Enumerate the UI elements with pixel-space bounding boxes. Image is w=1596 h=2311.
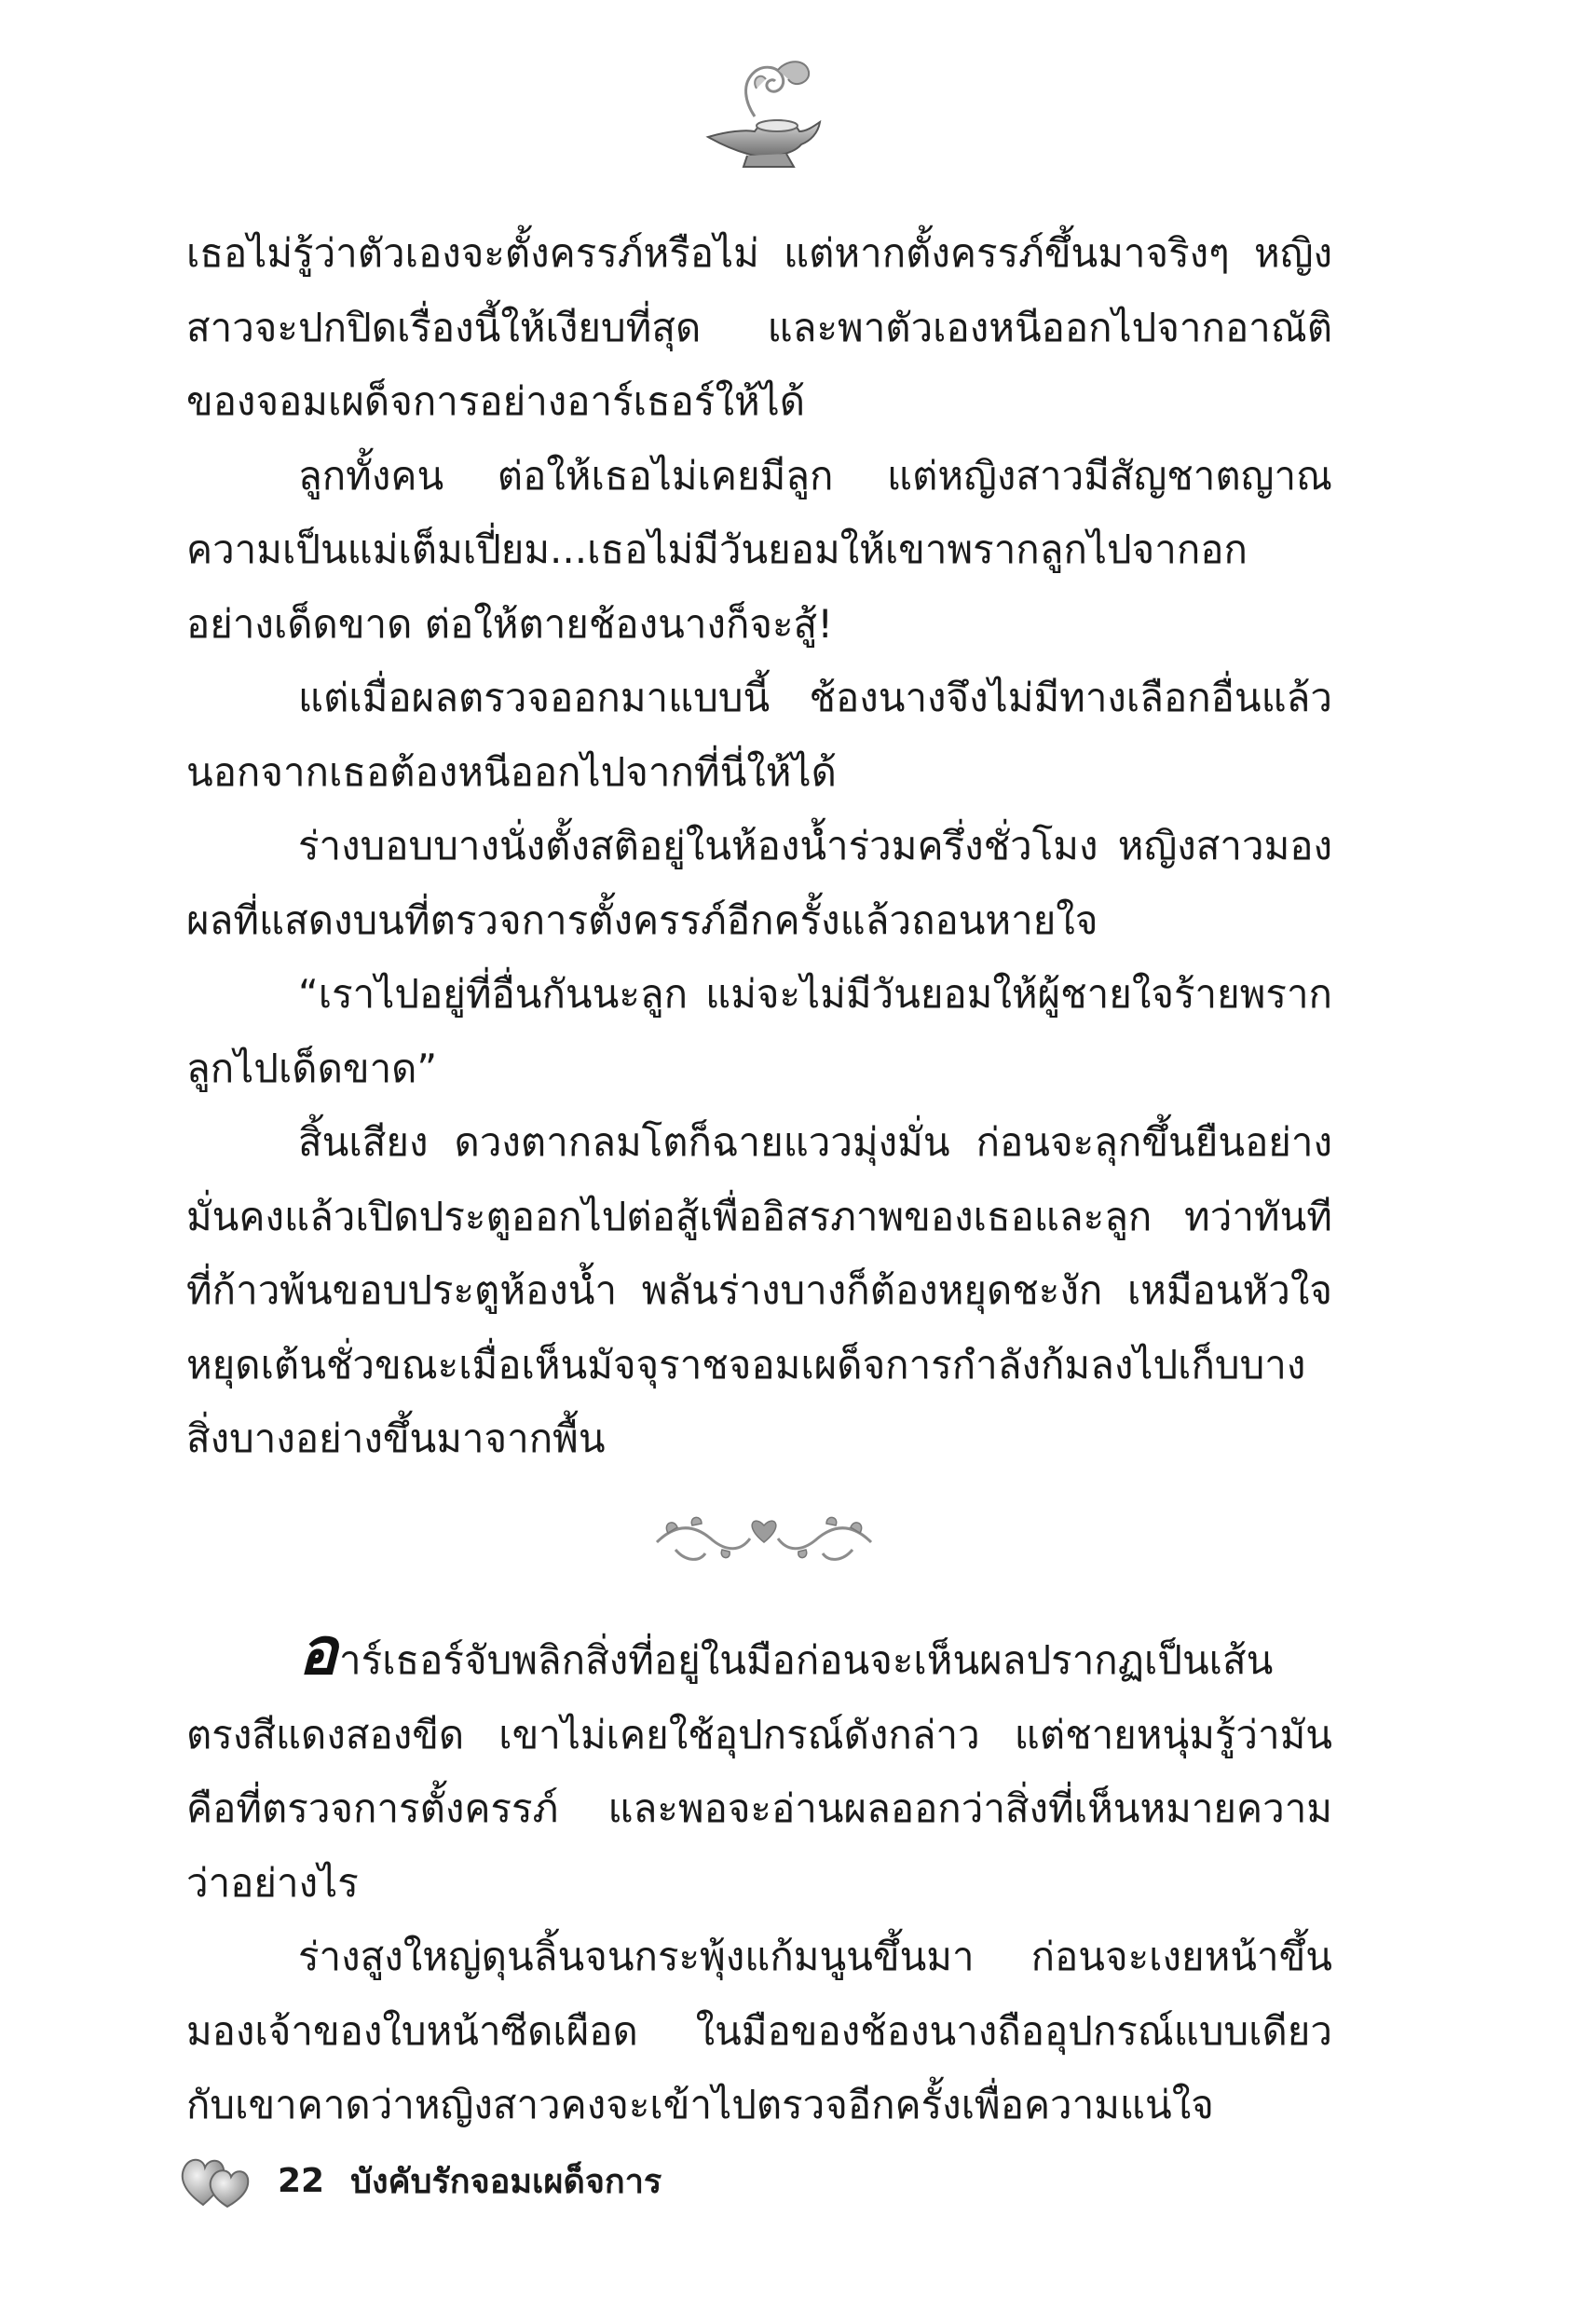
paragraph — [186, 1612, 1332, 1920]
drop-cap: อ — [298, 1612, 338, 1689]
hearts-icon — [177, 2151, 252, 2210]
book-title: บังคับรักจอมเผด็จการ — [350, 2162, 662, 2201]
paragraph: ลูกทั้งคน ต่อให้เธอไม่เคยมีลูก แต่หญิงสาวมีสัญชาตญาณความเป็นแม่เต็มเปี่ยม...เธอไม่มีวันยอมให้เขาพรากลูกไปจากอกอย่างเด็ดขาด ต่อให้ตายช้องนางก็จะสู้! — [186, 452, 1332, 647]
body-text-section-1 — [186, 216, 1332, 1476]
paragraph: เธอไม่รู้ว่าตัวเองจะตั้งครรภ์หรือไม่ แต่หากตั้งครรภ์ขึ้นมาจริงๆ หญิงสาวจะปกปิดเรื่องนี้ให้เงียบที่สุด และพาตัวเองหนีออกไปจากอาณัติของจอมเผด็จการอย่างอาร์เธอร์ให้ได้ — [186, 230, 1332, 424]
paragraph: ร่างบอบบางนั่งตั้งสติอยู่ในห้องน้ำร่วมครึ่งชั่วโมง หญิงสาวมองผลที่แสดงบนที่ตรวจการตั้งครรภ์อีกครั้งแล้วถอนหายใจ — [186, 823, 1332, 943]
floral-heart-divider-icon — [648, 1505, 880, 1570]
genie-lamp-icon — [689, 51, 829, 172]
paragraph: แต่เมื่อผลตรวจออกมาแบบนี้ ช้องนางจึงไม่มีทางเลือกอื่นแล้วนอกจากเธอต้องหนีออกไปจากที่นี่ให้ได้ — [186, 675, 1332, 795]
paragraph: “เราไปอยู่ที่อื่นกันนะลูก แม่จะไม่มีวันยอมให้ผู้ชายใจร้ายพรากลูกไปเด็ดขาด” — [186, 971, 1332, 1091]
page-footer — [177, 2148, 662, 2213]
paragraph: สิ้นเสียง ดวงตากลมโตก็ฉายแววมุ่งมั่น ก่อนจะลุกขึ้นยืนอย่างมั่นคงแล้วเปิดประตูออกไปต่อสู้เพื่ออิสรภาพของเธอและลูก ทว่าทันทีที่ก้าวพ้นขอบประตูห้องน้ำ พลันร่างบางก็ต้องหยุดชะงัก เหมือนหัวใจหยุดเต้นชั่วขณะเมื่อเห็นมัจจุราชจอมเผด็จการกำลังก้มลงไปเก็บบางสิ่งบางอย่างขึ้นมาจากพื้น — [186, 1119, 1332, 1461]
body-text-section-2 — [186, 1612, 1332, 2142]
page-number: 22 — [278, 2161, 325, 2200]
paragraph-text: าร์เธอร์จับพลิกสิ่งที่อยู่ในมือก่อนจะเห็นผลปรากฏเป็นเส้นตรงสีแดงสองขีด เขาไม่เคยใช้อุปกรณ์ดังกล่าว แต่ชายหนุ่มรู้ว่ามันคือที่ตรวจการตั้งครรภ์ และพอจะอ่านผลออกว่าสิ่งที่เห็นหมายความว่าอย่างไร — [186, 1637, 1332, 1906]
paragraph: ร่างสูงใหญ่ดุนลิ้นจนกระพุ้งแก้มนูนขึ้นมา ก่อนจะเงยหน้าขึ้นมองเจ้าของใบหน้าซีดเผือด ในมือของช้องนางถืออุปกรณ์แบบเดียวกับเขาคาดว่าหญิงสาวคงจะเข้าไปตรวจอีกครั้งเพื่อความแน่ใจ — [186, 1934, 1332, 2127]
